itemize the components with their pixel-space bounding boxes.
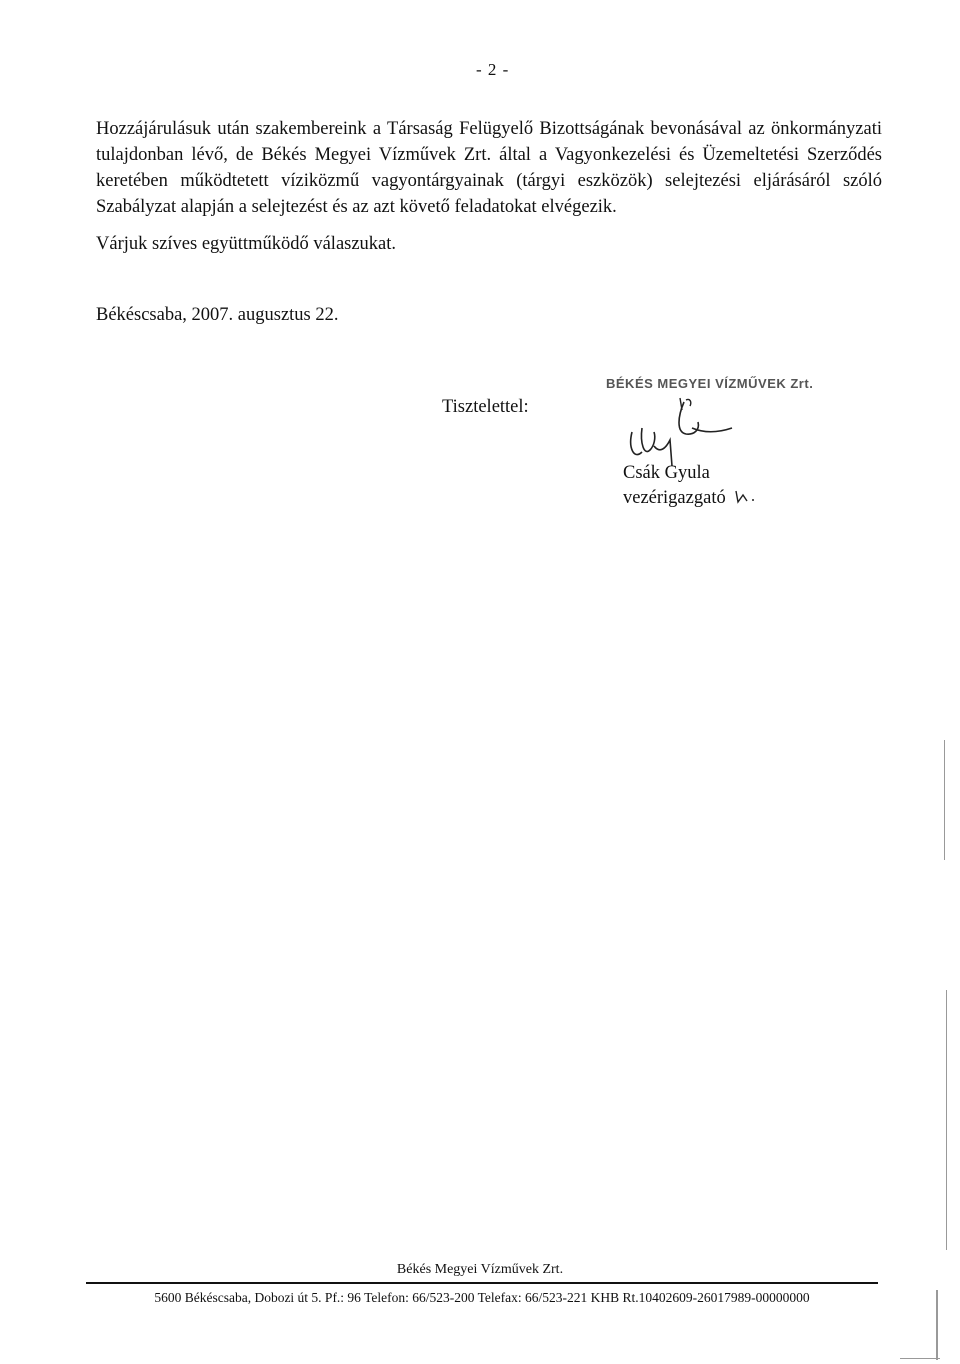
footer-address: 5600 Békéscsaba, Dobozi út 5. Pf.: 96 Telefon: 66/523-200 Telefax: 66/523-221 KHB Rt.10402609-26017989-00000000 (154, 1290, 810, 1305)
footer-rule (86, 1282, 878, 1284)
closing-salutation: Tisztelettel: (442, 397, 529, 417)
initials-mark (734, 489, 758, 505)
footer-company-name: Békés Megyei Vízművek Zrt. (396, 1262, 564, 1277)
body-paragraph-1: Hozzájárulásuk után szakembereink a Társaság Felügyelő Bizottságának bevonásával az önkormányzati tulajdonban lévő, de Békés Megyei Vízművek Zrt. által a Vagyonkezelési és Üzemeltetési Szerződés keretében működtetett víziközmű vagyontárgyainak (tárgyi eszközök) selejtezési eljárásáról szóló Szabályzat alapján a selejtezést és az azt követő feladatokat elvégezik. (96, 119, 882, 217)
scan-edge-mark (936, 1290, 938, 1360)
scan-edge-mark (900, 1358, 940, 1359)
body-paragraph-2: Várjuk szíves együttműködő válaszukat. (96, 234, 397, 254)
scan-edge-mark (946, 990, 947, 1250)
company-stamp: BÉKÉS MEGYEI VÍZMŰVEK Zrt. (606, 376, 814, 391)
signer-title: vezérigazgató (623, 488, 758, 509)
date-line: Békéscsaba, 2007. augusztus 22. (96, 305, 339, 325)
scan-edge-mark (944, 740, 945, 860)
signer-name: Csák Gyula (623, 463, 710, 483)
page-number: - 2 - (476, 60, 510, 79)
